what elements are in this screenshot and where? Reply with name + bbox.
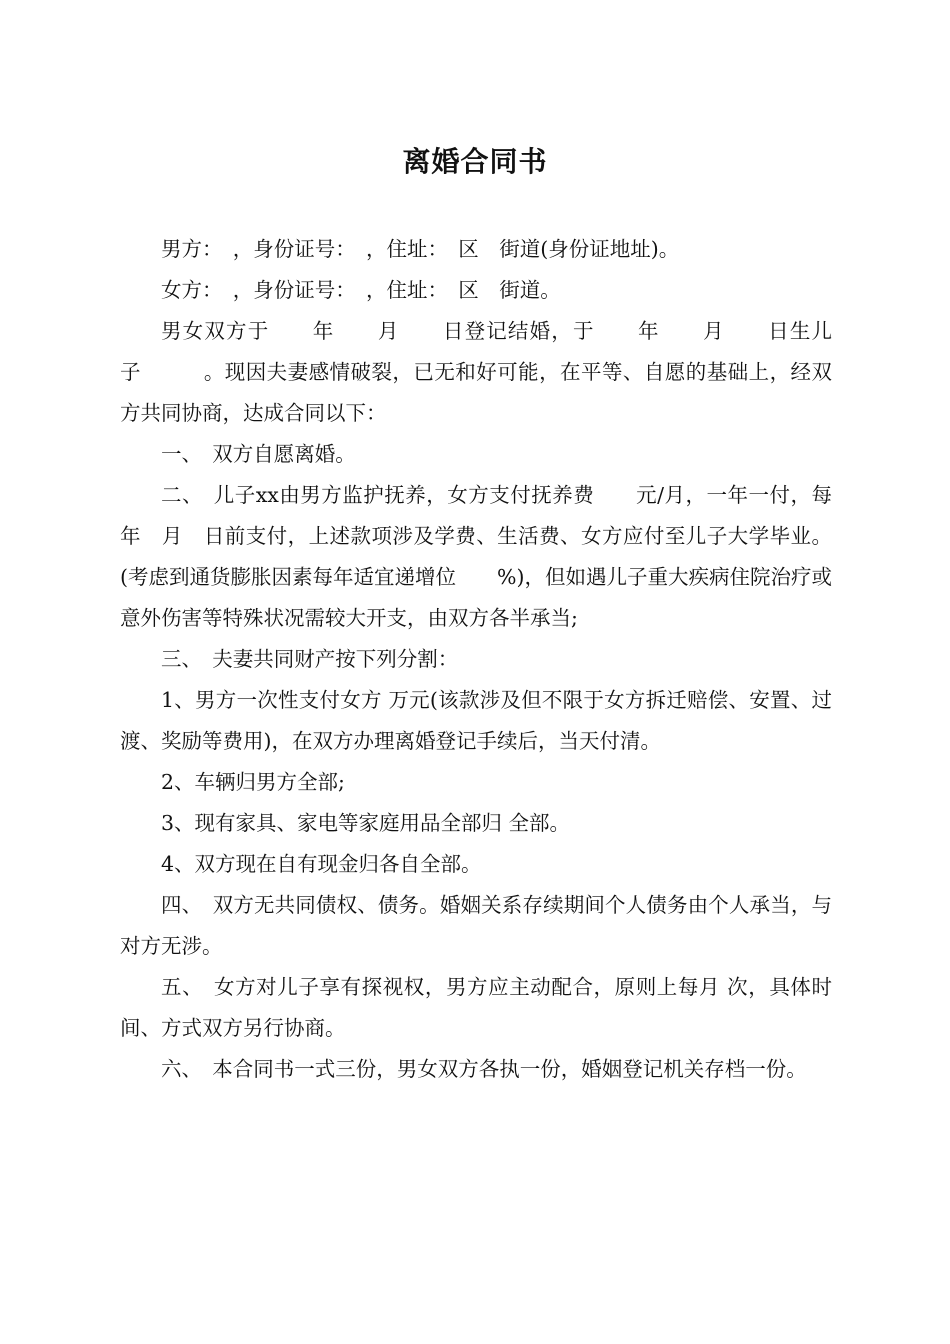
- clause-3-item-4: 4、双方现在自有现金归各自全部。: [161, 852, 482, 876]
- clause-1: 一、 双方自愿离婚。: [161, 442, 356, 466]
- party-female-line: 女方： ，身份证号： ，住址： 区 街道。: [161, 278, 561, 302]
- clause-2: 二、 儿子xx由男方监护抚养，女方支付抚养费 元/月，一年一付，每年 月 日前支付，上述款项涉及学费、生活费、女方应付至儿子大学毕业。(考虑到通货膨胀因素每年适宜递增位 %)，但如遇儿子重大疾病住院治疗或意外伤害等特殊状况需较大开支，由双方各半承当;: [120, 483, 832, 630]
- clause-3-item-2: 2、车辆归男方全部;: [161, 770, 345, 794]
- clause-5: 五、 女方对儿子享有探视权，男方应主动配合，原则上每月 次，具体时间、方式双方另行协商。: [120, 975, 832, 1040]
- document-title: 离婚合同书: [402, 145, 548, 178]
- clause-3: 三、 夫妻共同财产按下列分割：: [161, 647, 459, 671]
- clause-3-item-3: 3、现有家具、家电等家庭用品全部归 全部。: [161, 811, 571, 835]
- clause-4: 四、 双方无共同债权、债务。婚姻关系存续期间个人债务由个人承当，与对方无涉。: [120, 893, 832, 958]
- document-body: [120, 229, 832, 1090]
- marriage-background-paragraph: 男女双方于 年 月 日登记结婚，于 年 月 日生儿子 。现因夫妻感情破裂，已无和好可能，在平等、自愿的基础上，经双方共同协商，达成合同以下：: [120, 319, 832, 425]
- clause-6: 六、 本合同书一式三份，男女双方各执一份，婚姻登记机关存档一份。: [161, 1057, 807, 1081]
- party-male-line: 男方： ，身份证号： ，住址： 区 街道(身份证地址)。: [161, 237, 680, 261]
- clause-3-item-1: 1、男方一次性支付女方 万元(该款涉及但不限于女方拆迁赔偿、安置、过渡、奖励等费用)，在双方办理离婚登记手续后，当天付清。: [120, 688, 832, 753]
